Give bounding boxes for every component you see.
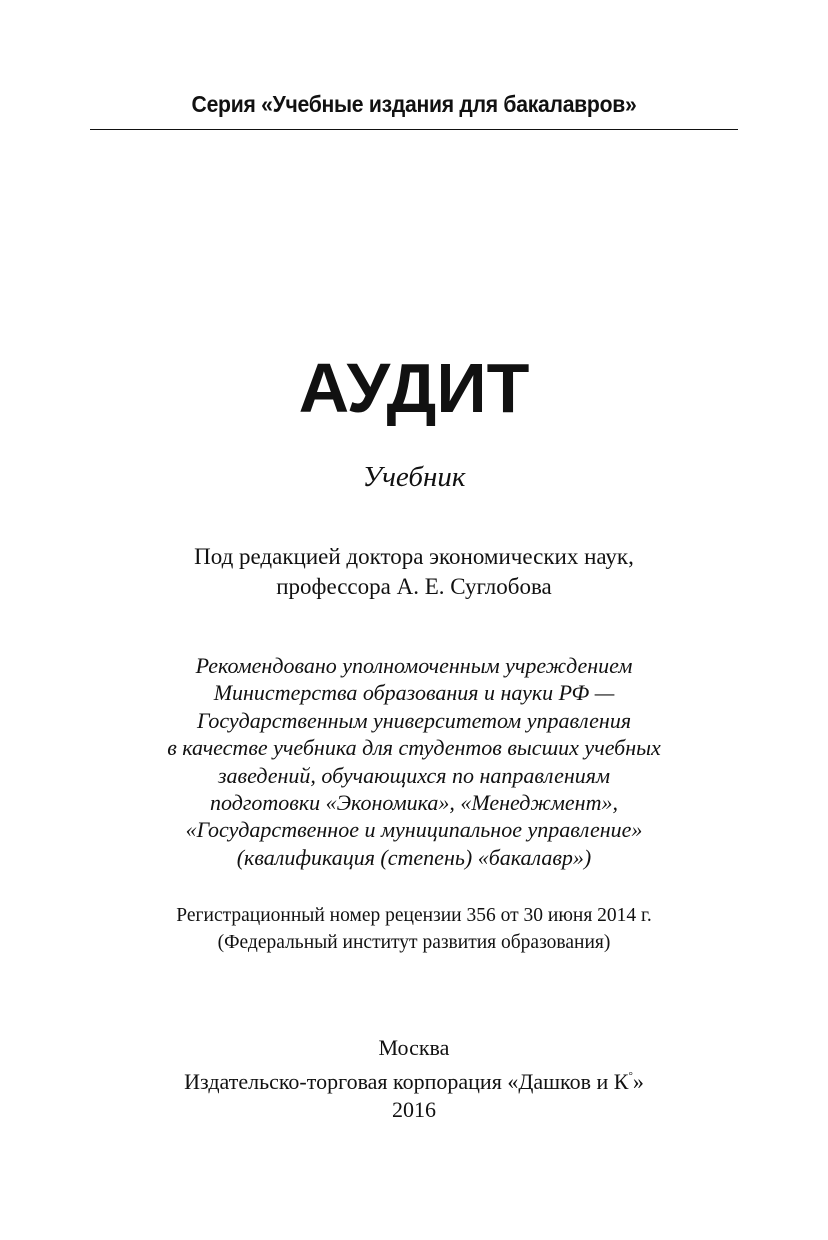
imprint-block [0, 1034, 828, 1124]
recommendation-line: подготовки «Экономика», «Менеджмент», [210, 790, 618, 816]
imprint-city: Москва [378, 1035, 450, 1060]
recommendation-line: «Государственное и муниципальное управление» [185, 817, 643, 843]
recommendation-line: (квалификация (степень) «бакалавр») [236, 844, 592, 870]
publisher-closing-quote: » [632, 1069, 644, 1094]
recommendation-line: Государственным университетом управления [196, 707, 632, 733]
imprint-year: 2016 [392, 1097, 436, 1122]
imprint-publisher [0, 1062, 828, 1096]
editor-line: Под редакцией доктора экономических наук, [194, 544, 634, 569]
recommendation-block [0, 652, 828, 871]
series-title: Серия «Учебные издания для бакалавров» [191, 91, 637, 117]
recommendation-line: заведений, обучающихся по направлениям [217, 762, 611, 788]
recommendation-line: Рекомендовано уполномоченным учреждением [195, 653, 633, 678]
review-block [0, 902, 828, 956]
review-institute: (Федеральный институт развития образования) [217, 932, 611, 953]
publisher-name: Издательско-торговая корпорация «Дашков и К [184, 1069, 629, 1094]
editor-block [0, 542, 828, 602]
recommendation-line: в качестве учебника для студентов высших учебных [167, 735, 661, 761]
editor-line: профессора А. Е. Суглобова [276, 574, 552, 599]
recommendation-line: Министерства образования и науки РФ — [213, 680, 615, 706]
review-registration: Регистрационный номер рецензии 356 от 30 июня 2014 г. [176, 905, 652, 926]
series-divider [90, 129, 738, 130]
book-title: АУДИТ [298, 349, 530, 427]
publisher-degree-sign: ° [628, 1070, 633, 1082]
book-subtitle: Учебник [362, 461, 466, 493]
